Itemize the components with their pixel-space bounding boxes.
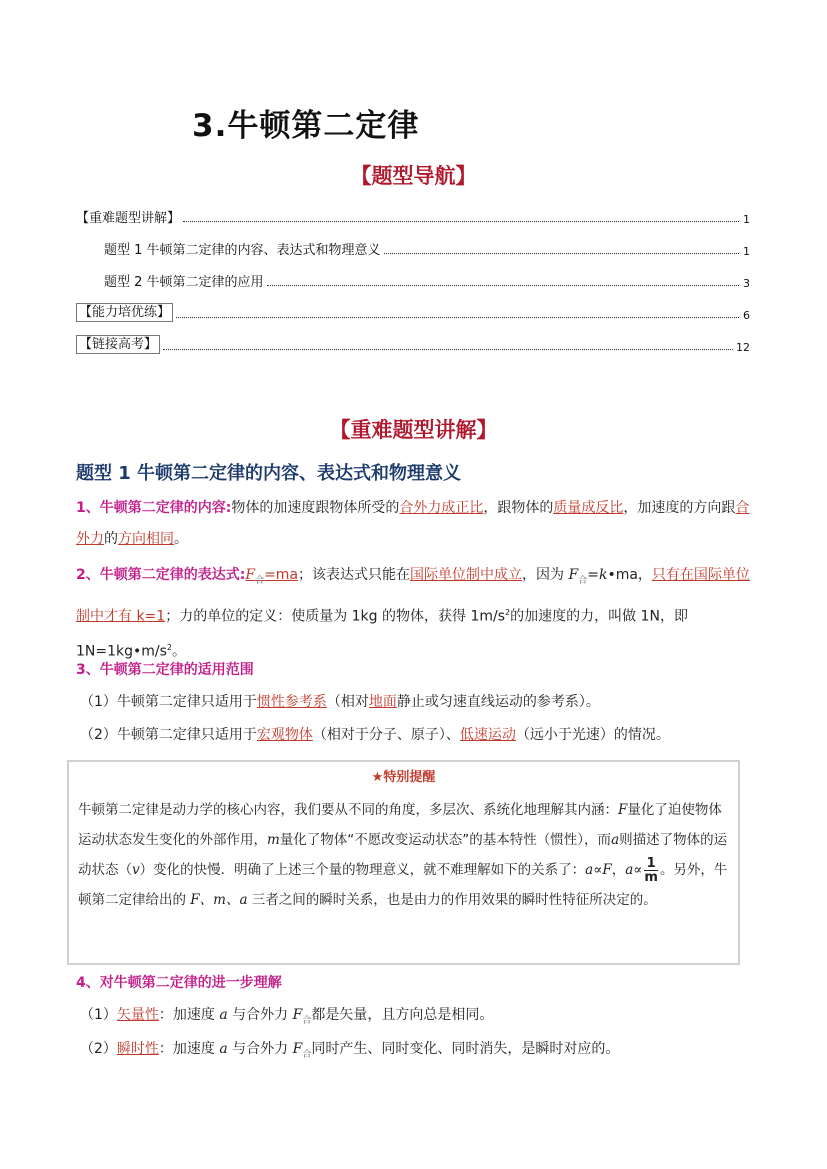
scope-item: [80, 690, 600, 714]
text: ）变化的快慢．明确了上述三个量的物理意义，就不难理解如下的关系了：: [139, 862, 586, 878]
subscript: 合: [578, 575, 588, 586]
toc-leader: [183, 220, 739, 222]
toc-entry[interactable]: [76, 300, 750, 322]
text: （相对于分子、原子）、: [312, 727, 460, 743]
toc-leader: [384, 252, 739, 254]
toc-entry[interactable]: [104, 268, 750, 290]
text: 的加速度的力，叫做 1N，即 1N=1kg•m/s: [76, 608, 688, 661]
toc-leader: [163, 348, 733, 350]
type-heading: 题型 1 牛顿第二定律的内容、表达式和物理意义: [76, 463, 462, 484]
text: =: [587, 567, 599, 583]
text: 与合外力: [227, 1007, 293, 1023]
keyword: 低速运动: [459, 727, 516, 743]
toc-label: 【重难题型讲解】: [76, 211, 181, 226]
var-f: F: [292, 1007, 303, 1023]
var-a: a: [611, 832, 620, 848]
keyword: 合外力成正比: [399, 500, 484, 516]
scope-item: [80, 723, 670, 747]
var-v: v: [132, 862, 140, 878]
toc-label: 题型 1 牛顿第二定律的内容、表达式和物理意义: [104, 243, 381, 258]
keyword: 矢量性: [116, 1007, 159, 1023]
toc-entry[interactable]: [76, 204, 750, 226]
relation: a∝: [625, 862, 643, 878]
text: 量化了物体“不愿改变运动状态”的基本特性（惯性），而: [279, 832, 612, 848]
toc-entry[interactable]: [76, 332, 750, 354]
formula: [245, 567, 299, 586]
toc-label: 【链接高考】: [76, 335, 160, 354]
text: （1）: [80, 1007, 117, 1023]
toc-label: 题型 2 牛顿第二定律的应用: [104, 275, 264, 290]
toc-page-number: 1: [743, 245, 750, 258]
var-m: m: [267, 832, 280, 848]
keyword: 瞬时性: [116, 1041, 159, 1057]
keyword: 质量成反比: [553, 500, 624, 516]
paragraph-head: 3、牛顿第二定律的适用范围: [76, 662, 254, 678]
var-f: F: [292, 1041, 303, 1057]
toc-page-number: 3: [743, 277, 750, 290]
section-heading: 【重难题型讲解】: [329, 418, 498, 442]
toc-leader: [176, 316, 739, 318]
paragraph-expression: [76, 560, 754, 668]
text: 都是矢量，且方向总是相同。: [311, 1007, 494, 1023]
keyword: 地面: [368, 694, 397, 710]
subscript: 合: [255, 575, 265, 586]
paragraph-content: [76, 493, 754, 555]
paragraph-head: 1、牛顿第二定律的内容:: [76, 500, 232, 516]
text: （1）牛顿第二定律只适用于: [80, 694, 257, 710]
var-f: F: [568, 567, 579, 583]
text: ；力的单位的定义：使质量为 1kg 的物体，获得 1m/s: [165, 608, 506, 625]
var-a: a: [219, 1007, 228, 1023]
text: ，因为: [522, 567, 569, 583]
text: （相对: [326, 694, 369, 710]
keyword: 惯性参考系: [256, 694, 327, 710]
var-k: k: [598, 567, 608, 583]
text: （远小于光速）的情况。: [515, 727, 670, 743]
text: ，加速度的方向跟: [623, 500, 736, 516]
keyword: 宏观物体: [256, 727, 313, 743]
text: ；该表达式只能在: [298, 567, 411, 583]
var-f: F: [618, 802, 628, 818]
text: 三者之间的瞬时关系，也是由力的作用效果的瞬时性特征所决定的。: [247, 892, 657, 908]
paragraph-understanding: [76, 968, 754, 999]
keyword: 合外力: [76, 500, 750, 547]
denominator: m: [644, 869, 658, 885]
text: ，跟物体的: [483, 500, 554, 516]
superscript: 2: [166, 643, 173, 653]
text: 同时产生、同时变化、同时消失，是瞬时对应的。: [311, 1041, 620, 1057]
text: ：加速度: [158, 1041, 220, 1057]
text: 则描述了物体的运动状态（: [78, 832, 728, 878]
text: ，: [611, 862, 626, 878]
var-list: F、m、a: [190, 892, 248, 908]
keyword: 只有在国际单位制中才有 k=1: [76, 567, 750, 625]
keyword: 国际单位制中成立: [410, 567, 523, 583]
paragraph-head: 2、牛顿第二定律的表达式:: [76, 567, 246, 583]
text: 的: [104, 531, 118, 547]
note-title: ★特别提醒: [371, 770, 436, 785]
fraction: [644, 857, 658, 884]
toc-page-number: 6: [743, 309, 750, 322]
formula-rest: =ma: [264, 567, 299, 583]
text: （2）: [80, 1041, 117, 1057]
text: 静止或匀速直线运动的参考系）。: [396, 694, 600, 710]
toc-label: 【能力培优练】: [76, 303, 173, 322]
understanding-item: [80, 1003, 493, 1033]
relation: a∝F: [585, 862, 612, 878]
text: 。: [172, 644, 187, 661]
text: 。: [174, 531, 188, 547]
numerator: 1: [644, 857, 658, 871]
special-reminder-box: [67, 760, 740, 965]
text: 与合外力: [227, 1041, 293, 1057]
toc-entry[interactable]: [104, 236, 750, 258]
paragraph-scope: [76, 655, 754, 686]
keyword: 方向相同: [118, 531, 174, 547]
understanding-item: [80, 1037, 619, 1067]
paragraph-head: 4、对牛顿第二定律的进一步理解: [76, 975, 282, 991]
toc-page-number: 1: [743, 213, 750, 226]
text: 牛顿第二定律是动力学的核心内容，我们要从不同的角度，多层次、系统化地理解其内涵：: [78, 802, 618, 818]
toc-leader: [267, 284, 739, 286]
var-a: a: [219, 1041, 228, 1057]
subscript: 合: [302, 1049, 312, 1060]
text: （2）牛顿第二定律只适用于: [80, 727, 257, 743]
text: 物体的加速度跟物体所受的: [231, 500, 400, 516]
note-body: [78, 795, 733, 915]
toc-page-number: 12: [736, 341, 750, 354]
subscript: 合: [302, 1015, 312, 1026]
page-title: 3.牛顿第二定律: [192, 108, 420, 144]
text: •ma，: [607, 567, 652, 583]
text: 。另外，牛顿第二定律给出的: [78, 862, 728, 908]
var-f: F: [245, 567, 256, 583]
superscript: 2: [505, 607, 511, 617]
text: 量化了迫使物体运动状态发生变化的外部作用，: [78, 802, 722, 848]
text: ：加速度: [158, 1007, 220, 1023]
nav-heading: 【题型导航】: [350, 164, 477, 188]
